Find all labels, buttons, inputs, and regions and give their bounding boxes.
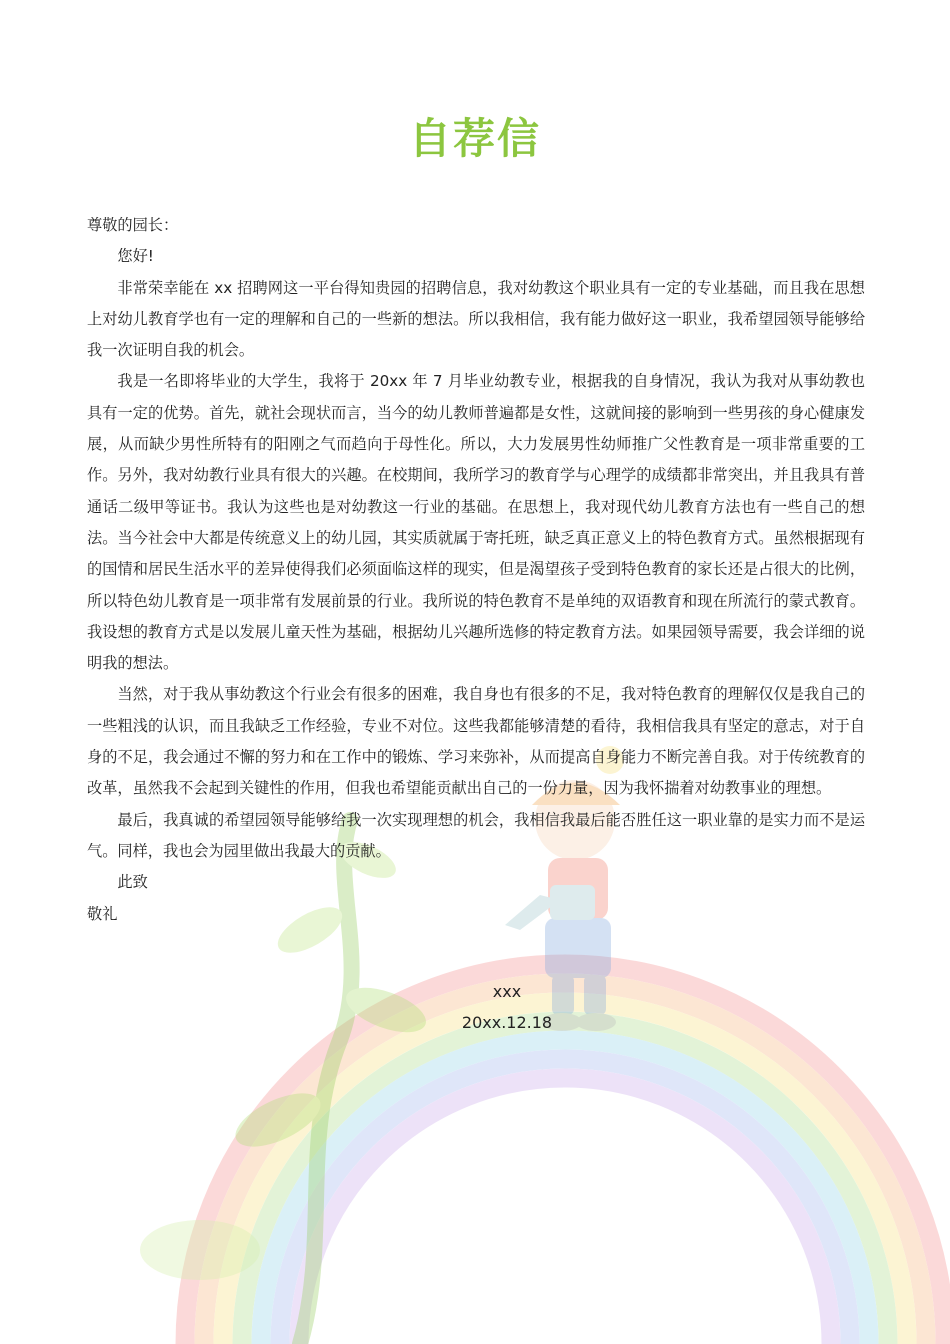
salutation: 您好! [117,247,154,266]
paragraph-2: 我是一名即将毕业的大学生，我将于 20xx 年 7 月毕业幼教专业，根据我的自身情况，我认为我对从事幼教也具有一定的优势。首先，就社会现状而言，当今的幼儿教师普遍都是女性，这就间接的影响到一些男孩的身心健康发展，从而缺少男性所特有的阳刚之气而趋向于母性化。所以，大力发展男性幼师推广父性教育是一项非常重要的工作。另外，我对幼教行业具有很大的兴趣。在校期间，我所学习的教育学与心理学的成绩都非常突出，并且我具有普通话二级甲等证书。我认为这些也是对幼教这一行业的基础。在思想上，我对现代幼儿教育方法也有一些自己的想法。当今社会中大都是传统意义上的幼儿园，其实质就属于寄托班，缺乏真正意义上的特色教育方式。虽然根据现有的国情和居民生活水平的差异使得我们必须面临这样的现实，但是渴望孩子受到特色教育的家长还是占很大的比例，所以特色幼儿教育是一项非常有发展前景的行业。我所说的特色教育不是单纯的双语教育和现在所流行的蒙式教育。我设想的教育方式是以发展儿童天性为基础，根据幼儿兴趣所选修的特定教育方法。如果园领导需要，我会详细的说明我的想法。 [87,372,865,673]
document-title: 自荐信 [408,114,541,163]
paragraph-1: 非常荣幸能在 xx 招聘网这一平台得知贵园的招聘信息，我对幼教这个职业具有一定的专业基础，而且我在思想上对幼儿教育学也有一定的理解和自己的一些新的想法。所以我相信，我有能力做好这一职业，我希望园领导能够给我一次证明自我的机会。 [87,278,865,360]
signature-date: 20xx.12.18 [461,1013,553,1032]
signature: xxx [492,982,522,1001]
closing-line-2: 敬礼 [87,904,118,923]
letter-body [87,210,865,930]
greeting: 尊敬的园长： [87,216,179,234]
paragraph-3: 当然，对于我从事幼教这个行业会有很多的困难，我自身也有很多的不足，我对特色教育的理解仅仅是我自己的一些粗浅的认识，而且我缺乏工作经验，专业不对位。这些我都能够清楚的看待，我相信我具有坚定的意志，对于自身的不足，我会通过不懈的努力和在工作中的锻炼、学习来弥补，从而提高自身能力不断完善自我。对于传统教育的改革，虽然我不会起到关键性的作用，但我也希望能贡献出自己的一份力量，因为我怀揣着对幼教事业的理想。 [87,685,865,798]
paragraph-4: 最后，我真诚的希望园领导能够给我一次实现理想的机会，我相信我最后能否胜任这一职业靠的是实力而不是运气。同样，我也会为园里做出我最大的贡献。 [87,810,865,860]
closing-line-1: 此致 [117,873,148,892]
